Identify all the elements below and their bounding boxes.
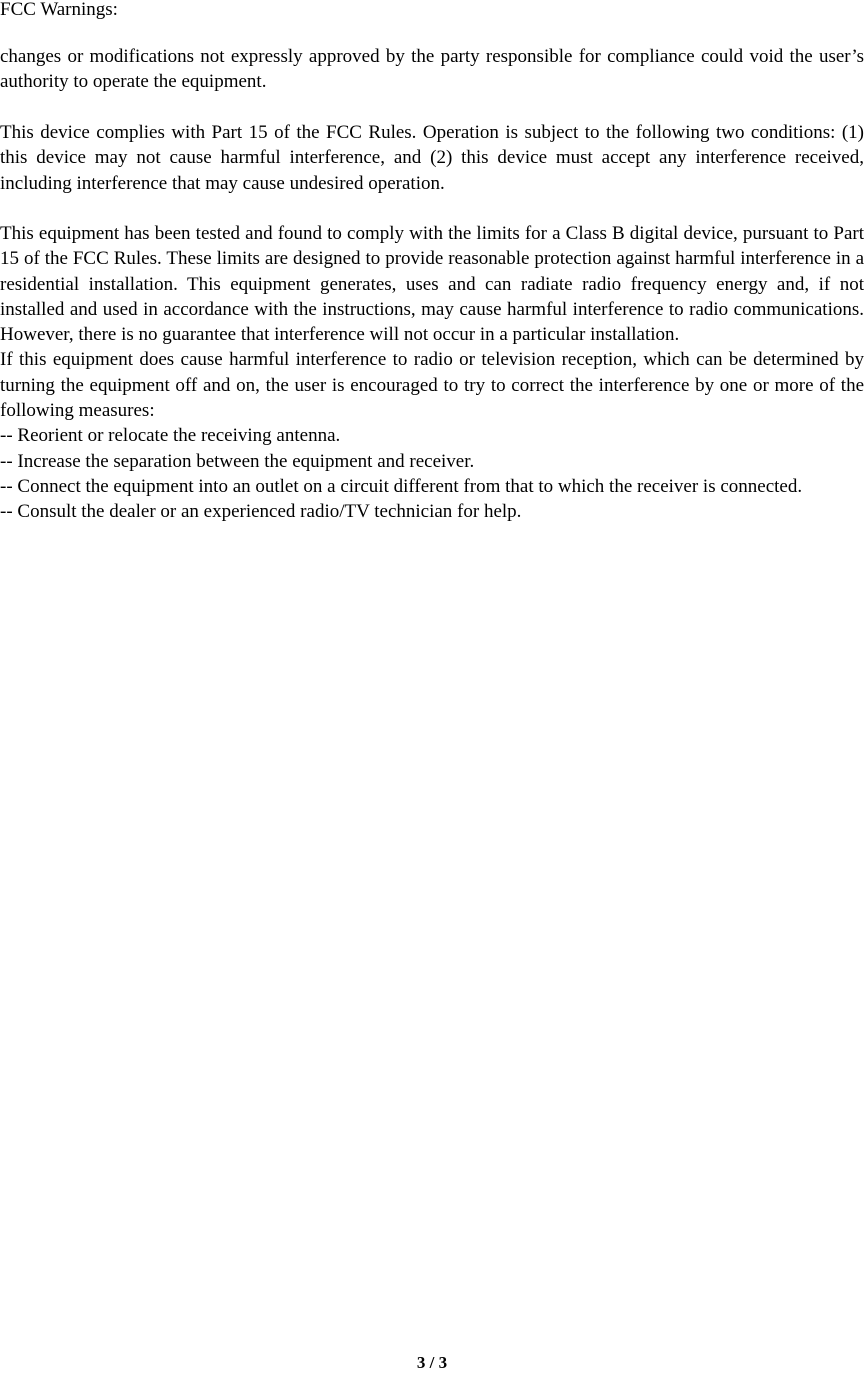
page-number: 3 / 3 xyxy=(416,1353,448,1372)
paragraph-modifications: changes or modifications not expressly approved by the party responsible for compliance could void the user’s authority to operate the equipment. xyxy=(0,46,864,93)
page-title: FCC Warnings: xyxy=(0,0,118,20)
measure-item-reorient: -- Reorient or relocate the receiving antenna. xyxy=(0,425,341,447)
measure-item-consult: -- Consult the dealer or an experienced radio/TV technician for help. xyxy=(0,501,522,523)
paragraph-part15-conditions: This device complies with Part 15 of the FCC Rules. Operation is subject to the following two conditions: (1) this device may not cause harmful interference, and (2) this device must accept any interference received, including interference that may cause undesired operation. xyxy=(0,122,864,194)
measure-item-separation: -- Increase the separation between the equipment and receiver. xyxy=(0,450,475,472)
class-b-section xyxy=(0,221,864,525)
measure-item-outlet: -- Connect the equipment into an outlet on a circuit different from that to which the receiver is connected. xyxy=(0,475,803,497)
paragraph-class-b-limits: This equipment has been tested and found to comply with the limits for a Class B digital device, pursuant to Part 15 of the FCC Rules. These limits are designed to provide reasonable protection against harmful interference in a residential installation. This equipment generates, uses and can radiate radio frequency energy and, if not installed and used in accordance with the instructions, may cause harmful interference to radio communications. However, there is no guarantee that interference will not occur in a particular installation. xyxy=(0,223,864,346)
paragraph-correct-interference: If this equipment does cause harmful interference to radio or television reception, which can be determined by turning the equipment off and on, the user is encouraged to try to correct the interference by one or more of the following measures: xyxy=(0,349,864,422)
